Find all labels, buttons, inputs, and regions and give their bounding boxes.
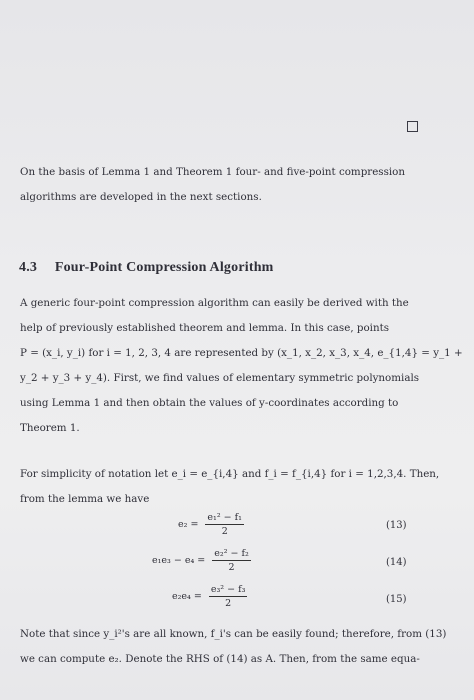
body-line: A generic four-point compression algorithm can easily be derived with the	[20, 297, 409, 309]
body-line: help of previously established theorem and lemma. In this case, points	[20, 322, 389, 334]
closing-line: we can compute e₂. Denote the RHS of (14) as A. Then, from the same equa-	[20, 653, 420, 665]
section-number: 4.3	[19, 260, 38, 275]
closing-line: Note that since y_i²'s are all known, f_i's can be easily found; therefore, from (13)	[20, 628, 447, 640]
body-line: y_2 + y_3 + y_4). First, we find values of elementary symmetric polynomials	[20, 372, 420, 384]
section-title: Four-Point Compression Algorithm	[54, 260, 274, 275]
intro-line: On the basis of Lemma 1 and Theorem 1 four- and five-point compression	[20, 166, 405, 178]
equation-number: (14)	[386, 557, 407, 568]
equation-13	[178, 512, 244, 537]
fraction-numerator: e₂² − f₂	[214, 548, 249, 559]
closing-paragraph	[20, 622, 447, 672]
equation-lhs: e₂ =	[178, 519, 199, 530]
fraction-denominator: 2	[225, 598, 232, 609]
section-heading	[19, 260, 274, 276]
equation-lhs: e₁e₃ − e₄ =	[152, 555, 206, 566]
body-line: using Lemma 1 and then obtain the values of y-coordinates according to	[20, 397, 399, 409]
body-line: P = (x_i, y_i) for i = 1, 2, 3, 4 are represented by (x_1, x_2, x_3, x_4, e_{1,4} = y_1 +	[20, 347, 463, 359]
intro-paragraph	[20, 160, 420, 210]
body-line: Theorem 1.	[20, 422, 80, 434]
equation-lhs: e₂e₄ =	[172, 591, 202, 602]
equation-fraction	[205, 512, 244, 537]
notation-line: from the lemma we have	[20, 493, 150, 505]
equation-fraction	[209, 584, 248, 609]
equation-15	[172, 584, 247, 609]
equation-14	[152, 548, 251, 573]
qed-square-icon	[407, 121, 418, 132]
equation-fraction	[212, 548, 251, 573]
intro-line: algorithms are developed in the next sections.	[20, 191, 262, 203]
notation-paragraph	[20, 462, 440, 512]
notation-line: For simplicity of notation let e_i = e_{i,4} and f_i = f_{i,4} for i = 1,2,3,4. Then,	[20, 468, 440, 480]
body-paragraph	[20, 291, 463, 441]
equation-number: (15)	[386, 594, 407, 605]
equation-number: (13)	[386, 520, 407, 531]
fraction-numerator: e₁² − f₁	[207, 512, 242, 523]
fraction-denominator: 2	[228, 562, 235, 573]
fraction-numerator: e₃² − f₃	[210, 584, 246, 595]
fraction-denominator: 2	[221, 526, 228, 537]
